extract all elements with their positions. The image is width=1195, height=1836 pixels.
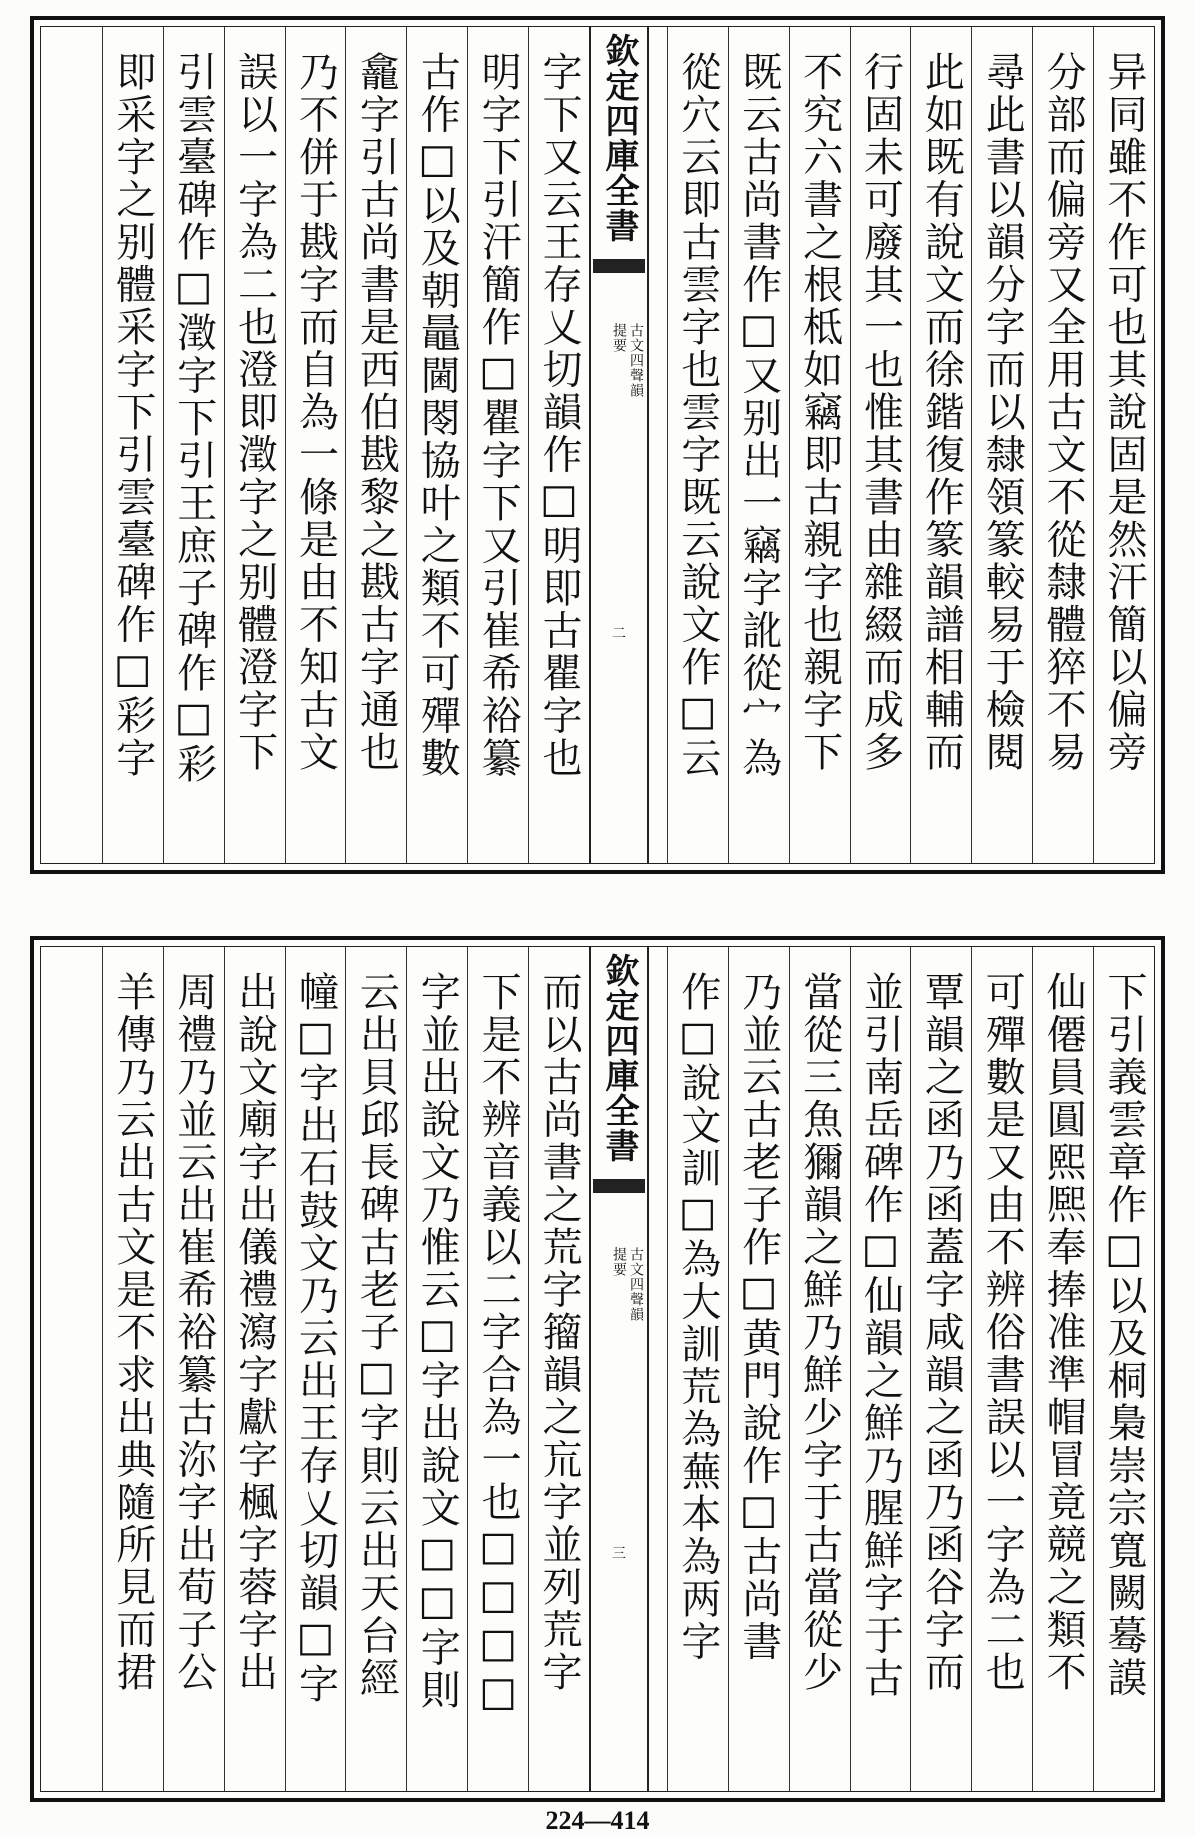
text-column	[41, 27, 102, 863]
column-text: 幢□字出石鼓文乃云出王存乂切韻□字	[292, 971, 339, 1706]
column-text: 下是不辨音義以二字合為一也□□□□	[475, 971, 522, 1718]
text-column	[528, 947, 589, 1791]
top-page-frame	[40, 26, 1155, 864]
column-text: 羊傳乃云出古文是不求出典隨所見而捃	[109, 971, 156, 1694]
top-left-columns	[41, 27, 589, 863]
column-text: 當從三魚獮韻之鮮乃鮮少字于古當從少	[796, 971, 843, 1694]
column-text: 行固未可廢其一也惟其書由雜綴而成多	[857, 51, 904, 774]
top-right-columns	[606, 27, 1154, 863]
column-text: 而以古尚書之荒字籀韻之巟字並列荒字	[536, 971, 583, 1694]
column-text: 並引南岳碑作□仙韻之鮮乃腥鮮字于古	[857, 971, 904, 1700]
page-number: 二	[612, 626, 626, 642]
text-column	[41, 947, 102, 1791]
text-column	[528, 27, 589, 863]
column-text: 仙僊員圓熙熈奉捧准準帽冒竟競之類不	[1040, 971, 1087, 1694]
text-column	[345, 947, 406, 1791]
column-text: 可殫數是又由不辨俗書誤以一字為二也	[979, 971, 1026, 1694]
page-number: 三	[612, 1546, 626, 1562]
text-column	[467, 27, 528, 863]
text-column	[224, 27, 285, 863]
text-column	[285, 27, 346, 863]
text-column	[789, 27, 850, 863]
page-code: 224—414	[545, 1806, 650, 1835]
text-column	[1032, 947, 1093, 1791]
bottom-center-margin	[589, 947, 649, 1791]
column-text: 古作□以及朝鼂閫閝協叶之類不可殫數	[414, 51, 461, 780]
column-text: 即采字之别體采字下引雲臺碑作□彩字	[109, 51, 156, 780]
column-text: 下引義雲章作□以及桐梟崇宗寬闕蓦謨	[1101, 971, 1148, 1700]
column-text: 云出貝邱長碑古老子□字則云出天台經	[353, 971, 400, 1700]
section-subtitle: 古文四聲韻 提要	[611, 323, 644, 398]
text-column	[467, 947, 528, 1791]
text-column	[345, 27, 406, 863]
bottom-right-columns	[606, 947, 1154, 1791]
text-column	[1093, 27, 1154, 863]
text-column	[406, 947, 467, 1791]
text-column	[728, 947, 789, 1791]
column-text: 尋此書以韻分字而以隸領篆較易于檢閱	[979, 51, 1026, 774]
text-column	[406, 27, 467, 863]
bottom-page-frame	[40, 946, 1155, 1792]
column-text: 引雲臺碑作□澂字下引王庶子碑作□彩	[170, 51, 217, 786]
text-column	[1093, 947, 1154, 1791]
column-text: 不究六書之根柢如竊即古親字也親字下	[796, 51, 843, 774]
text-column	[850, 947, 911, 1791]
text-column	[789, 947, 850, 1791]
text-column	[163, 947, 224, 1791]
text-column	[850, 27, 911, 863]
column-text: 既云古尚書作□又别出一竊字訛從宀為	[735, 51, 782, 780]
column-text: 分部而偏旁又全用古文不從隸體猝不易	[1040, 51, 1087, 774]
text-column	[910, 27, 971, 863]
text-column	[163, 27, 224, 863]
column-text: 乃不併于戡字而自為一條是由不知古文	[292, 51, 339, 774]
column-text: 覃韻之函乃函蓋字咸韻之函乃函谷字而	[918, 971, 965, 1694]
column-text: 周禮乃並云出崔希裕纂古沵字出荀子公	[170, 971, 217, 1694]
bottom-page-panel	[30, 936, 1165, 1802]
column-text: 作□說文訓□為大訓荒為蕪本為两字	[674, 971, 721, 1663]
fishtail-mark	[593, 259, 645, 273]
column-text: 明字下引汗簡作□瞿字下又引崔希裕纂	[475, 51, 522, 780]
column-text: 從穴云即古雲字也雲字既云說文作□云	[674, 51, 721, 780]
column-text: 字下又云王存乂切韻作□明即古瞿字也	[536, 51, 583, 780]
section-subtitle: 古文四聲韻 提要	[611, 1247, 644, 1322]
column-text: 出說文廟字出儀禮瀉字獻字楓字蓉字出	[231, 971, 278, 1694]
bottom-left-columns	[41, 947, 589, 1791]
column-text: 此如既有說文而徐鍇復作篆韻譜相輔而	[918, 51, 965, 774]
column-text: 誤以一字為二也澄即澂字之别體澄字下	[231, 51, 278, 774]
column-text: 乃並云古老子作□黄門說作□古尚書	[735, 971, 782, 1663]
book-title: 欽定四庫全書	[599, 33, 639, 243]
book-title: 欽定四庫全書	[599, 953, 639, 1163]
column-text: 字並出說文乃惟云□字出說文□□字則	[414, 971, 461, 1712]
text-column	[285, 947, 346, 1791]
text-column	[102, 27, 163, 863]
top-page-panel	[30, 16, 1165, 874]
text-column	[102, 947, 163, 1791]
text-column	[971, 947, 1032, 1791]
text-column	[910, 947, 971, 1791]
top-center-margin	[589, 27, 649, 863]
fishtail-mark	[593, 1179, 645, 1193]
text-column	[667, 27, 728, 863]
text-column	[1032, 27, 1093, 863]
text-column	[224, 947, 285, 1791]
text-column	[667, 947, 728, 1791]
column-text: 龕字引古尚書是西伯戡黎之戡古字通也	[353, 51, 400, 774]
text-column	[728, 27, 789, 863]
text-column	[971, 27, 1032, 863]
column-text: 异同雖不作可也其說固是然汗簡以偏旁	[1101, 51, 1148, 774]
